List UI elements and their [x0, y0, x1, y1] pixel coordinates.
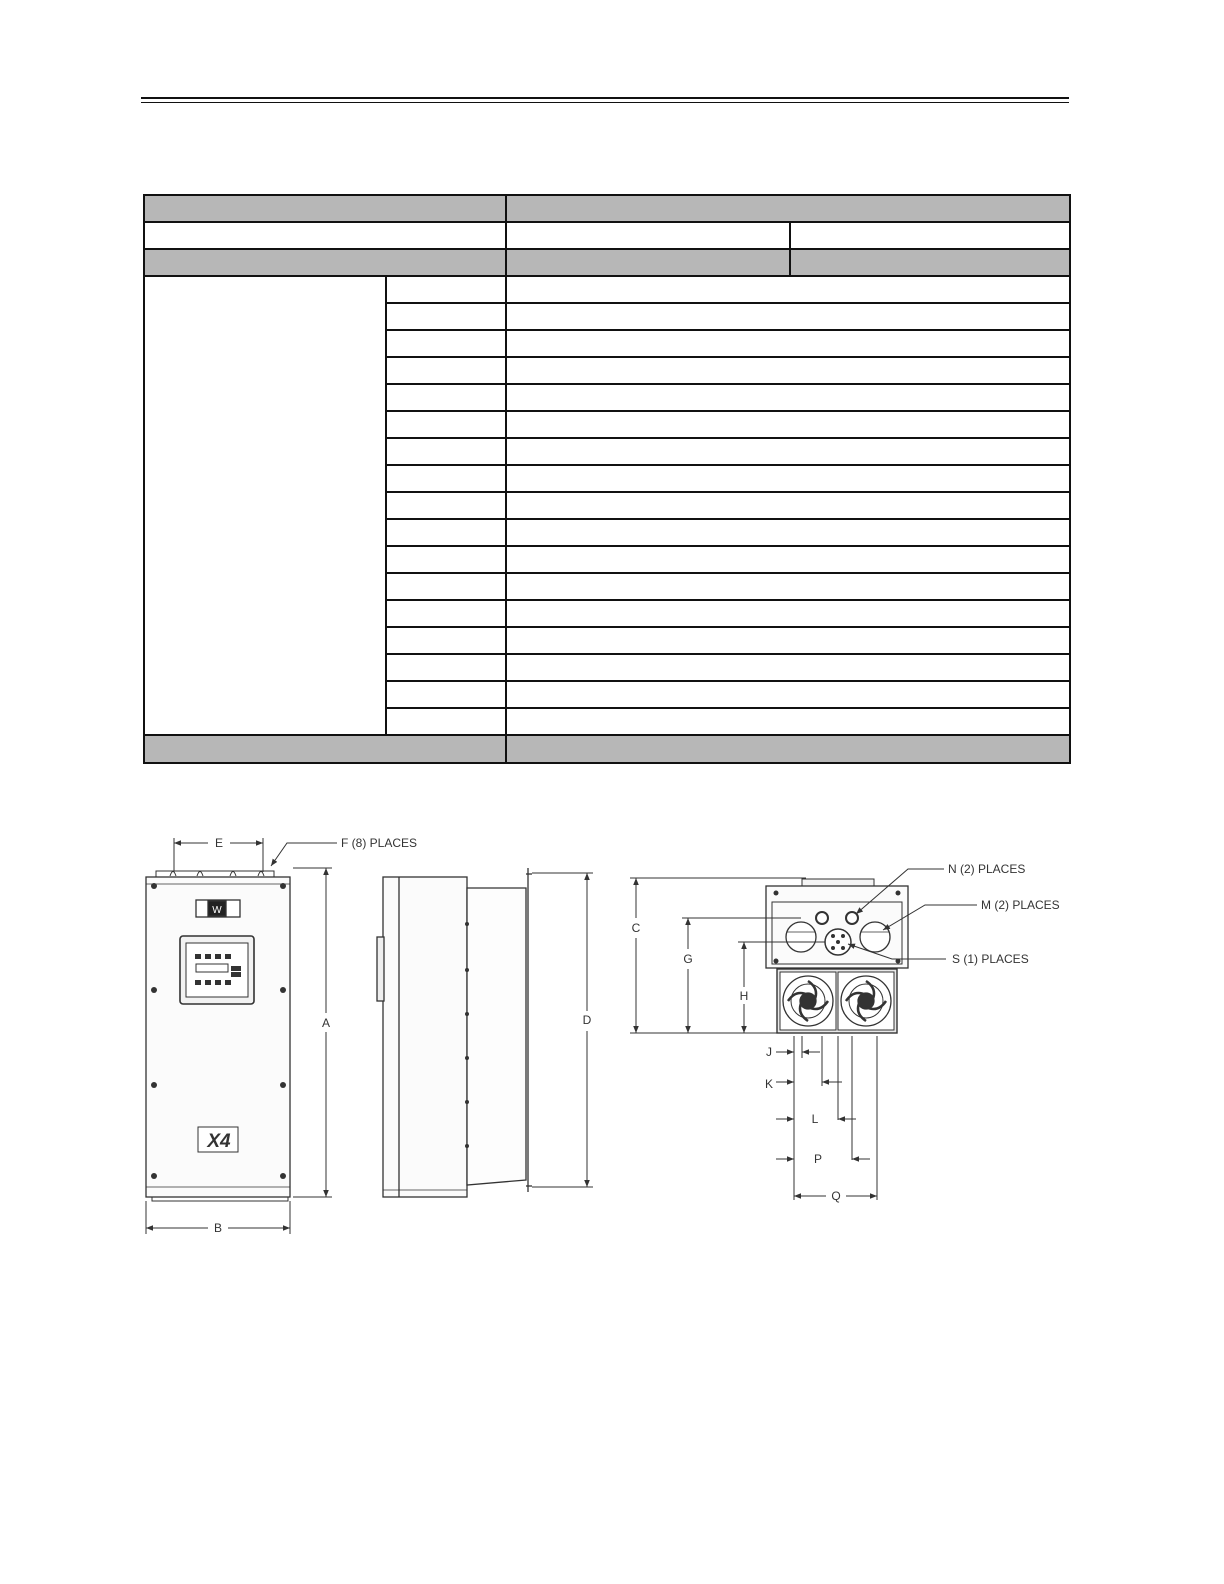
- dim-label-d: D: [582, 1013, 592, 1027]
- dim-label-f: F (8) PLACES: [341, 836, 418, 850]
- dim-label-p: P: [813, 1152, 823, 1166]
- dim-label-c: C: [631, 921, 641, 935]
- dim-label-n: N (2) PLACES: [948, 862, 1026, 876]
- dim-label-a: A: [321, 1016, 331, 1030]
- dim-label-k: K: [764, 1077, 774, 1091]
- dim-label-e: E: [214, 836, 224, 850]
- dim-label-m: M (2) PLACES: [981, 898, 1060, 912]
- side-dimensions: [532, 873, 593, 1187]
- dim-label-s: S (1) PLACES: [952, 952, 1029, 966]
- dim-label-q: Q: [831, 1189, 841, 1203]
- logo-w-text: W: [212, 905, 222, 916]
- dim-label-h: H: [739, 989, 749, 1003]
- dim-label-j: J: [766, 1045, 772, 1059]
- dim-label-l: L: [811, 1112, 819, 1126]
- dim-label-g: G: [683, 952, 693, 966]
- front-view: [146, 871, 290, 1201]
- logo-x4-text: X4: [207, 1131, 231, 1152]
- side-view: [377, 868, 532, 1197]
- bottom-view: [766, 879, 908, 1033]
- dim-label-b: B: [213, 1221, 223, 1235]
